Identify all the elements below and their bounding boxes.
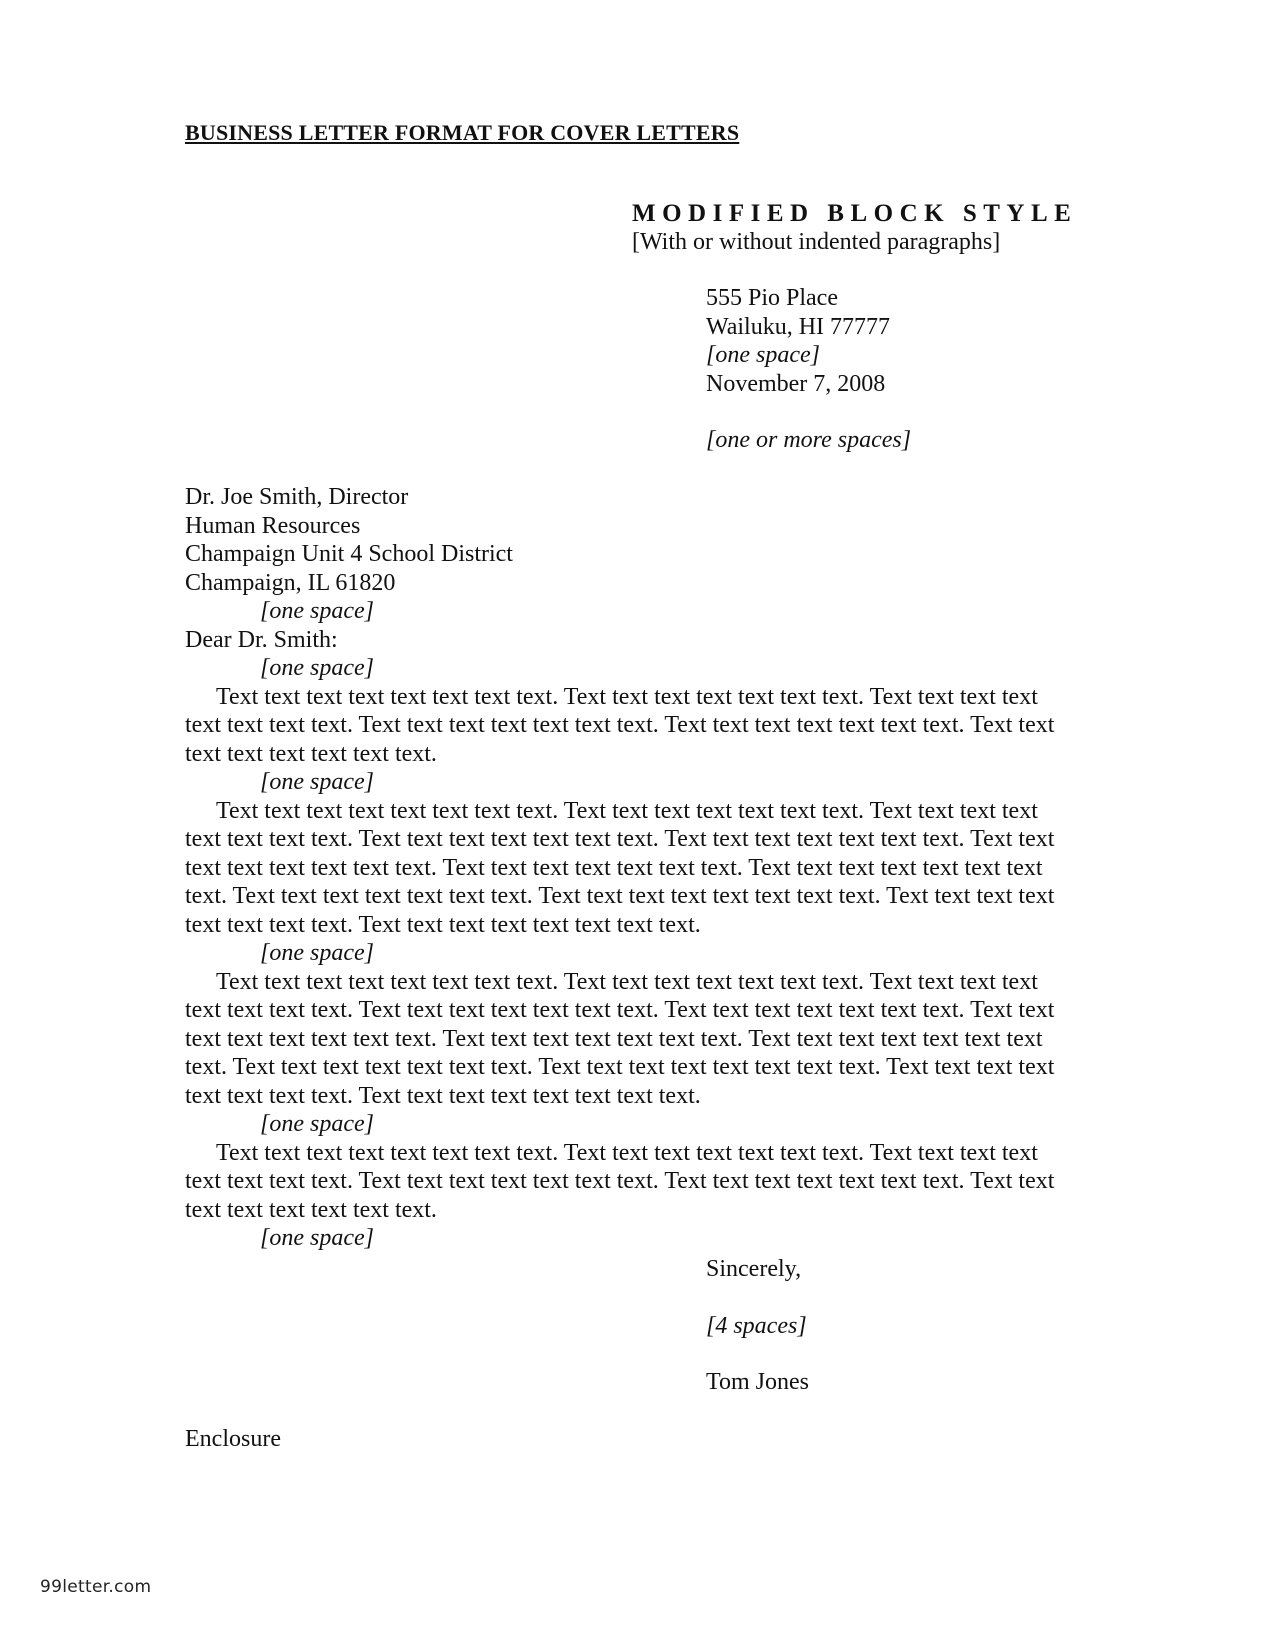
style-subtitle: [With or without indented paragraphs] (632, 229, 1001, 255)
site-watermark: 99letter.com (40, 1577, 152, 1597)
recipient-department: Human Resources (185, 512, 361, 539)
body-paragraph-1: Text text text text text text text text. Text text text text text text text. Text text text text text text text text. Text text text text text text text. Text text text text text text text. Text text text text text text text text. (185, 683, 1055, 767)
signer-name: Tom Jones (706, 1369, 809, 1395)
space-note: [one space] (260, 1111, 374, 1137)
style-title: MODIFIED BLOCK STYLE (632, 200, 1078, 227)
date-spaces-note: [one or more spaces] (706, 427, 912, 453)
space-note: [one space] (260, 940, 374, 966)
body-paragraph-4: Text text text text text text text text. Text text text text text text text. Text text text text text text text text. Text text text text text text text. Text text text text text text text. Text text text text text text text text. (185, 1139, 1055, 1223)
enclosure-note: Enclosure (185, 1426, 281, 1452)
space-note: [one space] (260, 769, 374, 795)
space-note: [one space] (260, 598, 374, 624)
recipient-city: Champaign, IL 61820 (185, 569, 396, 596)
space-note: [one space] (260, 1225, 374, 1251)
body-paragraph-2: Text text text text text text text text. Text text text text text text text. Text text text text text text text text. Text text text text text text text. Text text text text text text text. Text text text text text text text text. Text text text text text text text. Text text text text text text text text. Text text text text text text text. Text text text text text text text text. Text text text text text text text text. Text text text text text text text text. (185, 797, 1055, 938)
sign-off: Sincerely, (706, 1256, 802, 1282)
sender-city: Wailuku, HI 77777 (706, 313, 891, 340)
recipient-organization: Champaign Unit 4 School District (185, 541, 513, 567)
signature-spaces-note: [4 spaces] (706, 1312, 807, 1339)
body-paragraph-3: Text text text text text text text text. Text text text text text text text. Text text text text text text text text. Text text text text text text text. Text text text text text text text. Text text text text text text text text. Text text text text text text text. Text text text text text text text text. Text text text text text text text. Text text text text text text text text. Text text text text text text text text. Text text text text text text text text. (185, 968, 1055, 1109)
closing-block (706, 1255, 809, 1397)
letter-date: November 7, 2008 (706, 370, 886, 397)
page-heading: BUSINESS LETTER FORMAT FOR COVER LETTERS (185, 120, 740, 145)
style-block (632, 200, 1077, 256)
sender-address (706, 284, 911, 455)
letter-body (185, 483, 1085, 1253)
sender-space-note: [one space] (706, 342, 820, 368)
salutation: Dear Dr. Smith: (185, 626, 338, 653)
space-note: [one space] (260, 655, 374, 681)
recipient-name: Dr. Joe Smith, Director (185, 484, 409, 510)
sender-street: 555 Pio Place (706, 285, 838, 311)
